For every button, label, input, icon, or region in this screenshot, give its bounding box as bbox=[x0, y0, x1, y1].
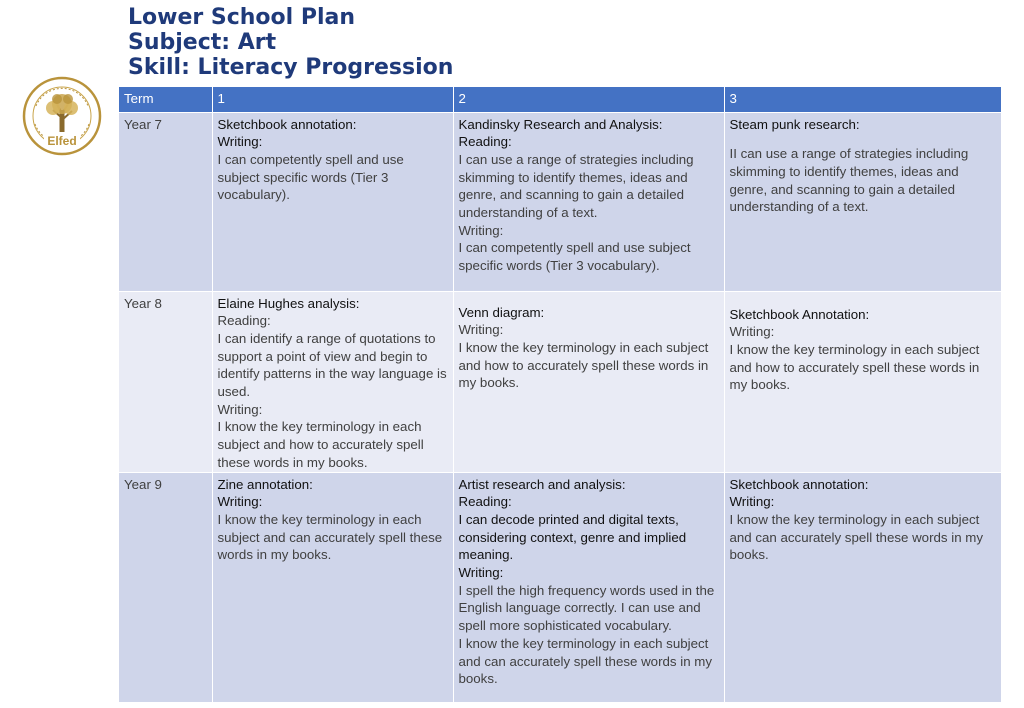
skill-description: I can identify a range of quotations to support a point of view and begin to identify patterns in the way language is used. bbox=[217, 330, 447, 400]
column-header-term-1: 1 bbox=[212, 87, 453, 112]
skill-label: Writing: bbox=[729, 494, 775, 510]
svg-text:Elfed: Elfed bbox=[47, 134, 77, 148]
skill-description: I know the key terminology in each subject and how to accurately spell these words in my books. bbox=[217, 419, 424, 470]
year-label: Year 9 bbox=[119, 472, 212, 702]
activity-heading: Sketchbook Annotation: bbox=[729, 306, 870, 322]
skill-label: Writing: bbox=[217, 401, 263, 417]
activity-heading: Kandinsky Research and Analysis: bbox=[458, 116, 663, 132]
page-title: Lower School Plan bbox=[128, 5, 356, 30]
cell-year8-term1 bbox=[212, 291, 453, 472]
skill-label: Reading: bbox=[217, 313, 271, 329]
column-header-term-3: 3 bbox=[724, 87, 1001, 112]
activity-heading: Venn diagram: bbox=[458, 304, 545, 320]
page-title-block bbox=[128, 5, 453, 80]
activity-heading: Artist research and analysis: bbox=[458, 476, 626, 492]
skill-label: Writing: bbox=[458, 222, 504, 238]
literacy-plan-table bbox=[119, 87, 1002, 702]
activity-heading: Sketchbook annotation: bbox=[217, 116, 357, 132]
school-logo bbox=[22, 74, 102, 160]
skill-label: Writing: bbox=[217, 134, 263, 150]
skill-label: Writing: bbox=[729, 324, 775, 340]
cell-year8-term2 bbox=[453, 291, 724, 472]
table-row-year-9 bbox=[119, 472, 1001, 702]
skill-title: Skill: Literacy Progression bbox=[128, 55, 454, 80]
subject-title: Subject: Art bbox=[128, 30, 277, 55]
skill-description: I know the key terminology in each subject and can accurately spell these words in my books. bbox=[729, 511, 984, 563]
table-header-row bbox=[119, 87, 1001, 112]
skill-description: I can use a range of strategies including skimming to identify themes, ideas and genre, and scanning to gain a detailed understanding of a text. bbox=[458, 151, 694, 221]
skill-description: I spell the high frequency words used in the English language correctly. I can use and spell more sophisticated vocabulary. bbox=[458, 582, 715, 634]
skill-description: I know the key terminology in each subject and how to accurately spell these words in my books. bbox=[458, 339, 709, 391]
skill-label: Reading: bbox=[458, 494, 512, 510]
cell-year7-term3 bbox=[724, 112, 1001, 291]
activity-heading: Steam punk research: bbox=[729, 116, 860, 132]
activity-heading: Zine annotation: bbox=[217, 476, 313, 492]
skill-description: I can competently spell and use subject specific words (Tier 3 vocabulary). bbox=[217, 151, 404, 203]
skill-description: II can use a range of strategies including skimming to identify themes, ideas and genre, and scanning to gain a detailed understanding of a text. bbox=[729, 146, 969, 215]
year-label: Year 8 bbox=[119, 291, 212, 472]
skill-description: I can decode printed and digital texts, considering context, genre and implied meaning. bbox=[458, 511, 687, 563]
skill-label: Writing: bbox=[458, 322, 504, 338]
cell-year9-term1 bbox=[212, 472, 453, 702]
cell-year7-term2 bbox=[453, 112, 724, 291]
activity-heading: Sketchbook annotation: bbox=[729, 476, 869, 492]
table-row-year-7 bbox=[119, 112, 1001, 291]
cell-year8-term3 bbox=[724, 291, 1001, 472]
skill-label: Writing: bbox=[217, 494, 263, 510]
skill-description: I know the key terminology in each subject and can accurately spell these words in my books. bbox=[217, 511, 443, 563]
skill-label: Writing: bbox=[458, 565, 504, 581]
skill-description: I know the key terminology in each subject and can accurately spell these words in my books. bbox=[458, 635, 713, 687]
skill-label: Reading: bbox=[458, 134, 512, 150]
year-label: Year 7 bbox=[119, 112, 212, 291]
skill-description: I know the key terminology in each subject and how to accurately spell these words in my books. bbox=[729, 341, 980, 393]
column-header-term-2: 2 bbox=[453, 87, 724, 112]
cell-year9-term3 bbox=[724, 472, 1001, 702]
column-header-term: Term bbox=[119, 87, 212, 112]
table-row-year-8 bbox=[119, 291, 1001, 472]
skill-description: I can competently spell and use subject specific words (Tier 3 vocabulary). bbox=[458, 240, 691, 274]
cell-year9-term2 bbox=[453, 472, 724, 702]
cell-year7-term1 bbox=[212, 112, 453, 291]
activity-heading: Elaine Hughes analysis: bbox=[217, 295, 360, 311]
school-crest-tree-icon bbox=[22, 74, 102, 160]
